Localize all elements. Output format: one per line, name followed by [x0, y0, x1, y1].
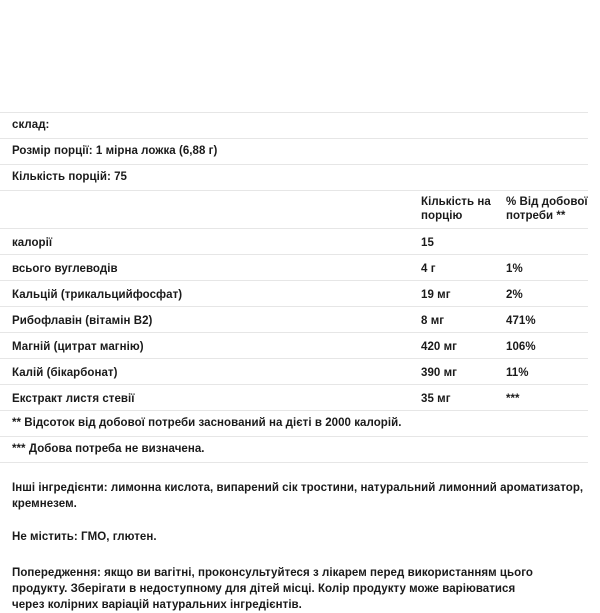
- nutrient-amount: 4 г: [421, 262, 436, 275]
- summary-label: Кількість порцій: 75: [12, 171, 127, 183]
- table-header-daily-value-label: % Від добової потреби **: [506, 196, 588, 222]
- nutrient-daily-value: 1%: [506, 262, 523, 275]
- nutrient-daily-value: 106%: [506, 340, 536, 353]
- top-spacer: [0, 0, 600, 112]
- summary-row-servings-per-container: [0, 165, 600, 190]
- table-row: [0, 281, 600, 306]
- nutrient-daily-value: 11%: [506, 366, 529, 379]
- nutrient-name: Екстракт листя стевії: [12, 392, 135, 405]
- footnote-daily-value-not-established: [0, 437, 600, 462]
- table-header-daily-value: [506, 196, 600, 223]
- nutrient-amount: 420 мг: [421, 340, 457, 353]
- nutrient-name: Рибофлавін (вітамін B2): [12, 314, 153, 327]
- summary-label: Розмір порції: 1 мірна ложка (6,88 г): [12, 145, 218, 157]
- table-header-row: [0, 191, 600, 228]
- footnote-text: ** Відсоток від добової потреби заснований на дієті в 2000 калорій.: [12, 417, 402, 429]
- paragraph-block: [0, 463, 600, 613]
- nutrient-daily-value: 2%: [506, 288, 523, 301]
- nutrient-amount: 19 мг: [421, 288, 451, 301]
- nutrient-name: Магній (цитрат магнію): [12, 340, 144, 353]
- nutrient-amount: 8 мг: [421, 314, 445, 327]
- other-ingredients-text: Інші інгредієнти: лимонна кислота, випарений сік тростини, натуральний лимонний ароматизатор, кремнезем.: [12, 482, 584, 510]
- nutrient-amount: 15: [421, 236, 434, 249]
- table-row: [0, 307, 600, 332]
- table-row: [0, 385, 600, 410]
- nutrient-name: Кальцій (трикальцийфосфат): [12, 288, 183, 301]
- summary-row-serving-size: [0, 139, 600, 164]
- nutrient-name: всього вуглеводів: [12, 262, 118, 275]
- table-row: [0, 255, 600, 280]
- nutrient-amount: 390 мг: [421, 366, 457, 379]
- footnote-text: *** Добова потреба не визначена.: [12, 443, 205, 455]
- table-header-amount: [421, 196, 506, 223]
- nutrient-name: калорії: [12, 236, 53, 249]
- summary-label: склад:: [12, 119, 50, 131]
- table-row: [0, 229, 600, 254]
- table-row: [0, 333, 600, 358]
- footnote-daily-value-basis: [0, 411, 600, 436]
- nutrient-daily-value: ***: [506, 392, 520, 405]
- warning-text: Попередження: якщо ви вагітні, проконсультуйтеся з лікарем перед використанням цього продукту. Зберігати в недоступному для дітей місці. Колір продукту може варіюватися через колірних варіацій натуральних інгредієнтів.: [12, 567, 533, 611]
- table-header-amount-label: Кількість на порцію: [421, 196, 491, 222]
- nutrient-daily-value: 471%: [506, 314, 536, 327]
- table-row: [0, 359, 600, 384]
- free-from-text: Не містить: ГМО, глютен.: [12, 531, 157, 543]
- summary-row-ingredients-label: [0, 113, 600, 138]
- nutrient-amount: 35 мг: [421, 392, 451, 405]
- nutrient-name: Калій (бікарбонат): [12, 366, 118, 379]
